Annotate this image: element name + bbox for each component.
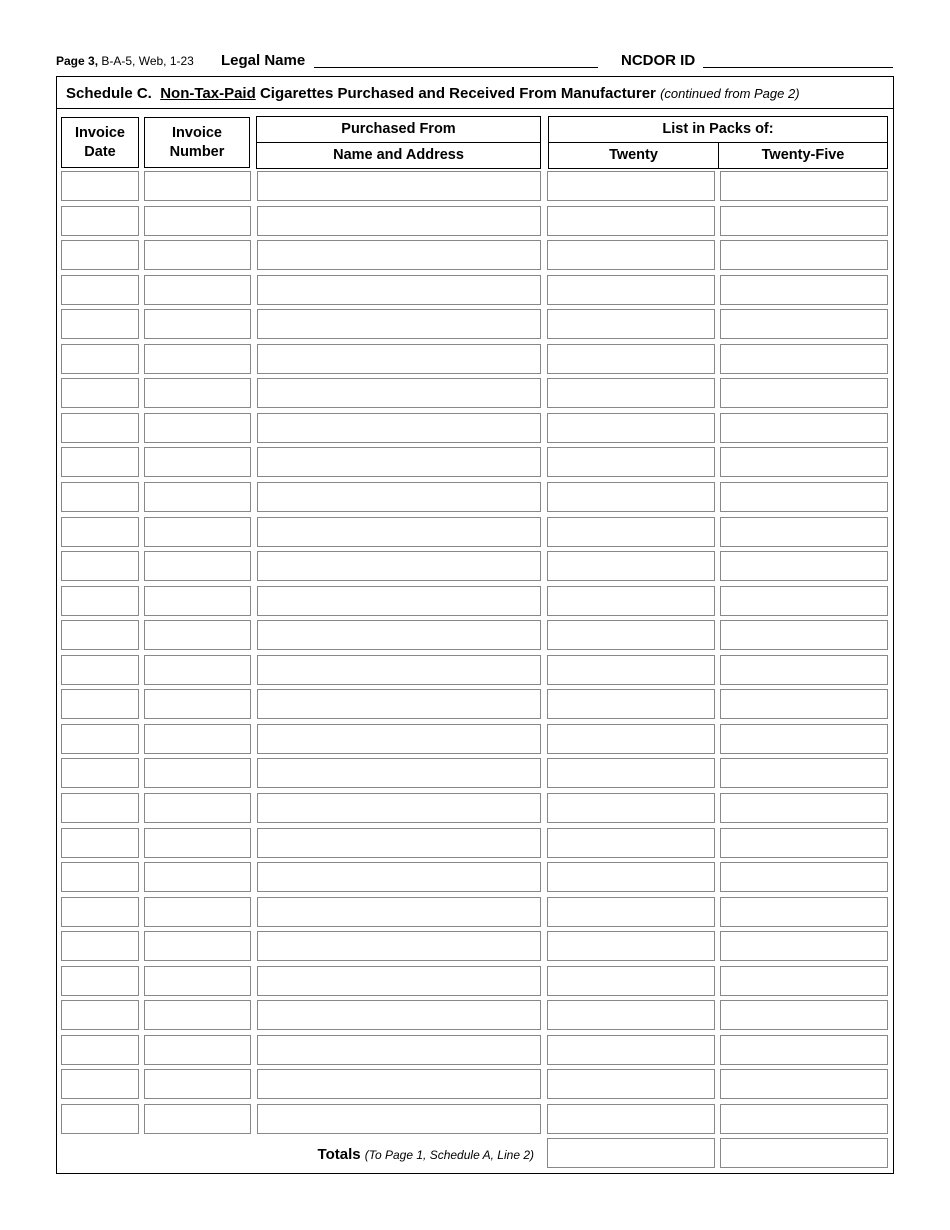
twenty-field[interactable] — [547, 309, 715, 339]
twenty-five-field[interactable] — [720, 724, 888, 754]
invoice-number-field[interactable] — [144, 1000, 251, 1030]
invoice-number-field[interactable] — [144, 655, 251, 685]
invoice-number-field[interactable] — [144, 931, 251, 961]
invoice-date-field[interactable] — [61, 551, 139, 581]
name-address-field[interactable] — [257, 275, 541, 305]
ncdor-id-field[interactable] — [703, 67, 893, 68]
twenty-field[interactable] — [547, 966, 715, 996]
invoice-date-field[interactable] — [61, 689, 139, 719]
invoice-date-field[interactable] — [61, 620, 139, 650]
twenty-five-field[interactable] — [720, 655, 888, 685]
twenty-field[interactable] — [547, 689, 715, 719]
name-address-field[interactable] — [257, 620, 541, 650]
name-address-field[interactable] — [257, 897, 541, 927]
legal-name-label: Legal Name — [221, 52, 306, 69]
name-address-field[interactable] — [257, 447, 541, 477]
invoice-date-field[interactable] — [61, 447, 139, 477]
invoice-number-field[interactable] — [144, 378, 251, 408]
form-code: B-A-5, Web, 1-23 — [101, 54, 194, 68]
invoice-number-field[interactable] — [144, 344, 251, 374]
name-address-field[interactable] — [257, 378, 541, 408]
schedule-emphasis: Non-Tax-Paid — [160, 85, 256, 102]
totals-note: (To Page 1, Schedule A, Line 2) — [364, 1148, 534, 1162]
twenty-five-field[interactable] — [720, 586, 888, 616]
schedule-prefix: Schedule C. — [66, 85, 152, 102]
twenty-five-field[interactable] — [720, 758, 888, 788]
invoice-date-field[interactable] — [61, 240, 139, 270]
header-twenty: Twenty — [548, 142, 719, 169]
twenty-field[interactable] — [547, 828, 715, 858]
name-address-field[interactable] — [257, 793, 541, 823]
invoice-date-field[interactable] — [61, 171, 139, 201]
invoice-date-field[interactable] — [61, 828, 139, 858]
invoice-date-field[interactable] — [61, 275, 139, 305]
twenty-five-field[interactable] — [720, 1000, 888, 1030]
header-twenty-five: Twenty-Five — [718, 142, 888, 169]
twenty-field[interactable] — [547, 378, 715, 408]
name-address-field[interactable] — [257, 758, 541, 788]
invoice-number-field[interactable] — [144, 1035, 251, 1065]
twenty-five-field[interactable] — [720, 689, 888, 719]
page-label — [56, 54, 194, 68]
twenty-five-field[interactable] — [720, 551, 888, 581]
schedule-title — [66, 85, 800, 102]
invoice-number-field[interactable] — [144, 620, 251, 650]
twenty-field[interactable] — [547, 240, 715, 270]
header-invoice-number: Invoice Number — [144, 117, 250, 168]
invoice-date-field[interactable] — [61, 724, 139, 754]
twenty-field[interactable] — [547, 1000, 715, 1030]
twenty-five-field[interactable] — [720, 482, 888, 512]
invoice-number-field[interactable] — [144, 447, 251, 477]
twenty-field[interactable] — [547, 758, 715, 788]
twenty-field[interactable] — [547, 793, 715, 823]
invoice-number-field[interactable] — [144, 551, 251, 581]
twenty-five-field[interactable] — [720, 378, 888, 408]
schedule-title-text: Cigarettes Purchased and Received From Manufacturer — [259, 85, 656, 102]
name-address-field[interactable] — [257, 828, 541, 858]
twenty-field[interactable] — [547, 620, 715, 650]
invoice-date-field[interactable] — [61, 897, 139, 927]
name-address-field[interactable] — [257, 724, 541, 754]
invoice-date-field[interactable] — [61, 1035, 139, 1065]
invoice-number-field[interactable] — [144, 309, 251, 339]
name-address-field[interactable] — [257, 655, 541, 685]
twenty-field[interactable] — [547, 447, 715, 477]
invoice-number-field[interactable] — [144, 828, 251, 858]
twenty-five-field[interactable] — [720, 275, 888, 305]
invoice-date-field[interactable] — [61, 931, 139, 961]
invoice-date-field[interactable] — [61, 655, 139, 685]
twenty-five-field[interactable] — [720, 828, 888, 858]
totals-twenty-five-field[interactable] — [720, 1138, 888, 1168]
name-address-field[interactable] — [257, 482, 541, 512]
invoice-number-field[interactable] — [144, 413, 251, 443]
name-address-field[interactable] — [257, 689, 541, 719]
name-address-field[interactable] — [257, 344, 541, 374]
invoice-date-field[interactable] — [61, 344, 139, 374]
name-address-field[interactable] — [257, 517, 541, 547]
name-address-field[interactable] — [257, 931, 541, 961]
twenty-five-field[interactable] — [720, 517, 888, 547]
name-address-field[interactable] — [257, 1000, 541, 1030]
page-number: Page 3, — [56, 54, 99, 68]
invoice-number-field[interactable] — [144, 758, 251, 788]
totals-label: Totals — [317, 1146, 361, 1163]
twenty-five-field[interactable] — [720, 966, 888, 996]
header-list-packs: List in Packs of: — [548, 116, 888, 143]
invoice-number-field[interactable] — [144, 1104, 251, 1134]
twenty-five-field[interactable] — [720, 344, 888, 374]
totals-label-group — [250, 1146, 534, 1163]
name-address-field[interactable] — [257, 1104, 541, 1134]
invoice-number-field[interactable] — [144, 966, 251, 996]
twenty-field[interactable] — [547, 413, 715, 443]
twenty-field[interactable] — [547, 1035, 715, 1065]
twenty-field[interactable] — [547, 482, 715, 512]
twenty-five-field[interactable] — [720, 862, 888, 892]
name-address-field[interactable] — [257, 1035, 541, 1065]
twenty-five-field[interactable] — [720, 1069, 888, 1099]
invoice-date-field[interactable] — [61, 793, 139, 823]
invoice-number-field[interactable] — [144, 1069, 251, 1099]
legal-name-field[interactable] — [314, 67, 598, 68]
header-name-address: Name and Address — [256, 142, 541, 169]
twenty-five-field[interactable] — [720, 793, 888, 823]
twenty-field[interactable] — [547, 862, 715, 892]
name-address-field[interactable] — [257, 171, 541, 201]
twenty-five-field[interactable] — [720, 931, 888, 961]
invoice-number-field[interactable] — [144, 724, 251, 754]
name-address-field[interactable] — [257, 413, 541, 443]
invoice-date-field[interactable] — [61, 309, 139, 339]
invoice-date-field[interactable] — [61, 517, 139, 547]
invoice-number-field[interactable] — [144, 171, 251, 201]
twenty-five-field[interactable] — [720, 620, 888, 650]
twenty-field[interactable] — [547, 344, 715, 374]
invoice-date-field[interactable] — [61, 758, 139, 788]
invoice-date-field[interactable] — [61, 586, 139, 616]
invoice-date-field[interactable] — [61, 206, 139, 236]
twenty-field[interactable] — [547, 551, 715, 581]
ncdor-id-label: NCDOR ID — [621, 52, 696, 69]
invoice-number-field[interactable] — [144, 862, 251, 892]
name-address-field[interactable] — [257, 966, 541, 996]
invoice-date-field[interactable] — [61, 1104, 139, 1134]
header-purchased-from: Purchased From — [256, 116, 541, 143]
totals-twenty-field[interactable] — [547, 1138, 715, 1168]
twenty-five-field[interactable] — [720, 413, 888, 443]
twenty-five-field[interactable] — [720, 447, 888, 477]
twenty-five-field[interactable] — [720, 309, 888, 339]
name-address-field[interactable] — [257, 309, 541, 339]
invoice-number-field[interactable] — [144, 275, 251, 305]
twenty-five-field[interactable] — [720, 171, 888, 201]
invoice-number-field[interactable] — [144, 517, 251, 547]
twenty-five-field[interactable] — [720, 240, 888, 270]
twenty-field[interactable] — [547, 931, 715, 961]
twenty-five-field[interactable] — [720, 1035, 888, 1065]
invoice-number-field[interactable] — [144, 206, 251, 236]
invoice-number-field[interactable] — [144, 897, 251, 927]
twenty-field[interactable] — [547, 586, 715, 616]
header-invoice-date: Invoice Date — [61, 117, 139, 168]
invoice-date-field[interactable] — [61, 1000, 139, 1030]
twenty-field[interactable] — [547, 1069, 715, 1099]
name-address-field[interactable] — [257, 551, 541, 581]
twenty-five-field[interactable] — [720, 206, 888, 236]
twenty-field[interactable] — [547, 1104, 715, 1134]
invoice-date-field[interactable] — [61, 1069, 139, 1099]
twenty-field[interactable] — [547, 517, 715, 547]
invoice-date-field[interactable] — [61, 966, 139, 996]
twenty-five-field[interactable] — [720, 897, 888, 927]
invoice-number-field[interactable] — [144, 240, 251, 270]
name-address-field[interactable] — [257, 240, 541, 270]
name-address-field[interactable] — [257, 862, 541, 892]
twenty-field[interactable] — [547, 171, 715, 201]
invoice-number-field[interactable] — [144, 586, 251, 616]
twenty-field[interactable] — [547, 275, 715, 305]
invoice-date-field[interactable] — [61, 862, 139, 892]
twenty-field[interactable] — [547, 206, 715, 236]
twenty-five-field[interactable] — [720, 1104, 888, 1134]
invoice-number-field[interactable] — [144, 793, 251, 823]
name-address-field[interactable] — [257, 1069, 541, 1099]
invoice-number-field[interactable] — [144, 689, 251, 719]
twenty-field[interactable] — [547, 897, 715, 927]
invoice-date-field[interactable] — [61, 482, 139, 512]
invoice-date-field[interactable] — [61, 413, 139, 443]
name-address-field[interactable] — [257, 206, 541, 236]
schedule-note: (continued from Page 2) — [660, 86, 800, 101]
name-address-field[interactable] — [257, 586, 541, 616]
twenty-field[interactable] — [547, 724, 715, 754]
invoice-date-field[interactable] — [61, 378, 139, 408]
twenty-field[interactable] — [547, 655, 715, 685]
invoice-number-field[interactable] — [144, 482, 251, 512]
